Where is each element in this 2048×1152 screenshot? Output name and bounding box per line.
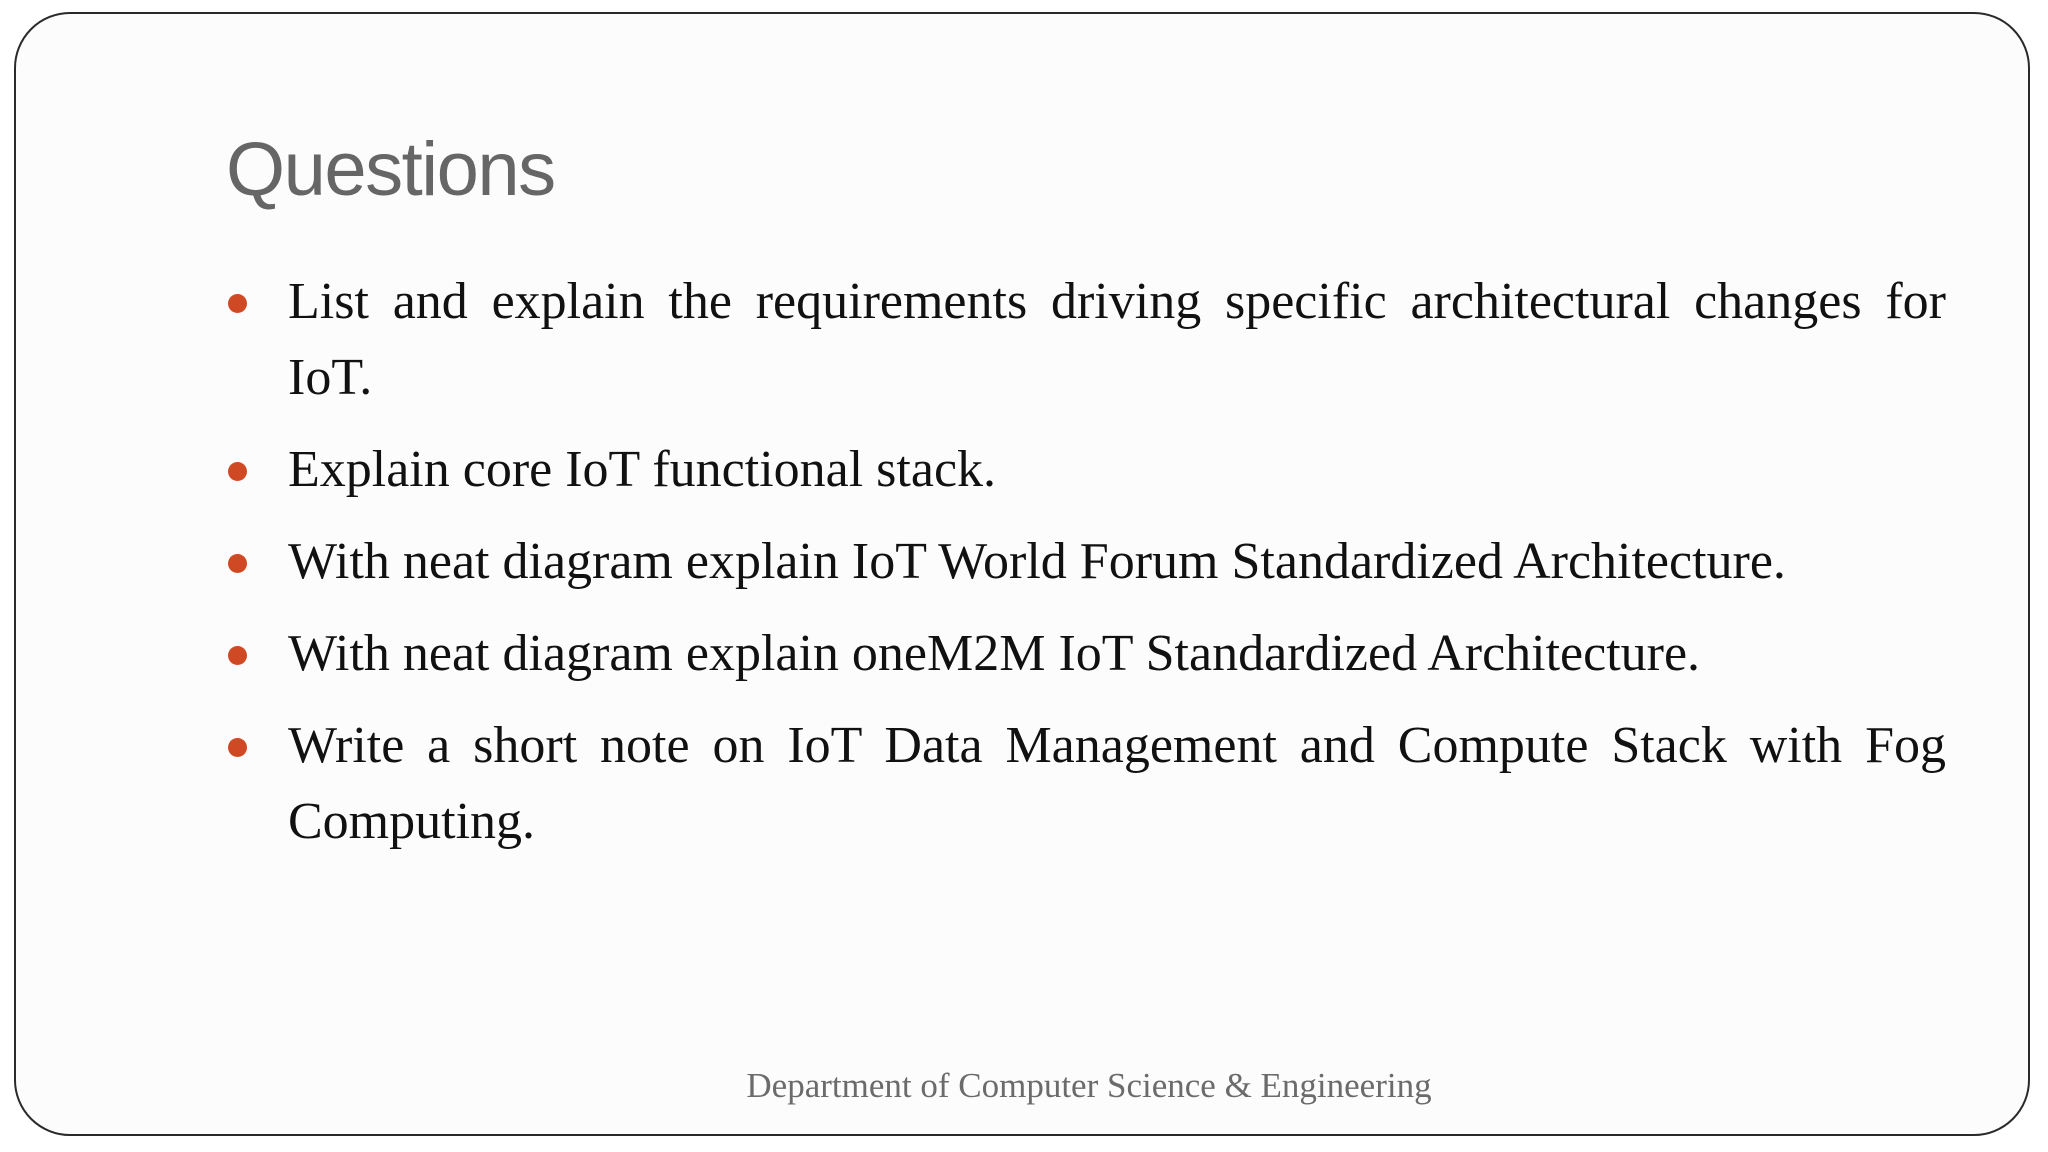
question-text: With neat diagram explain IoT World Forum Standardized Architecture. [288,533,1786,590]
question-text: Write a short note on IoT Data Management and Compute Stack with Fog Computing. [288,717,1946,850]
bullet-dot-icon [228,646,247,665]
bullet-dot-icon [228,554,247,573]
question-item [226,432,1946,508]
question-text: With neat diagram explain oneM2M IoT Standardized Architecture. [288,625,1701,682]
question-item [226,616,1946,692]
question-list [226,264,1946,876]
bullet-dot-icon [228,462,247,481]
bullet-dot-icon [228,738,247,757]
question-text: Explain core IoT functional stack. [288,441,997,498]
question-item [226,524,1946,600]
slide [14,12,2030,1136]
question-item [226,708,1946,860]
question-item [226,264,1946,416]
question-text: List and explain the requirements driving specific architectural changes for IoT. [288,273,1946,406]
slide-footer: Department of Computer Science & Engineering [746,1066,1432,1105]
slide-title: Questions [226,127,555,212]
bullet-dot-icon [228,294,247,313]
